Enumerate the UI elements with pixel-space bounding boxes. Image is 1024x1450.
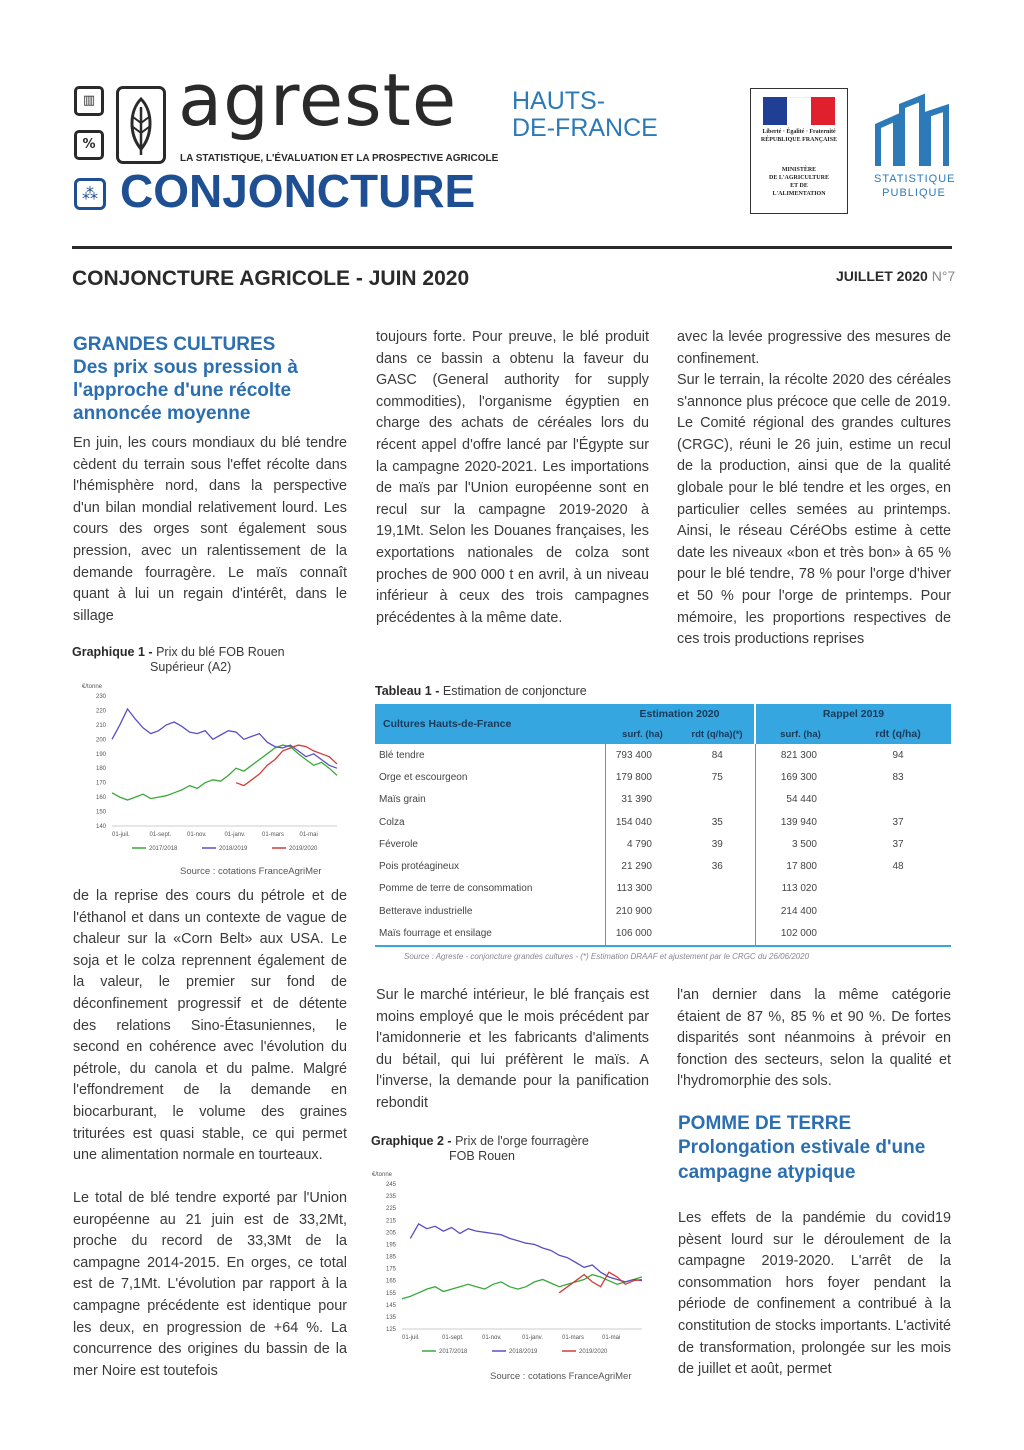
y-unit-label: €/tonne [372, 1172, 393, 1178]
paragraph: l'an dernier dans la même catégorie étaient de 87 %, 85 % et 90 %. De fortes disparités sont néanmoins à prévoir en fonction des secteurs, selon la qualité et l'hydromorphie des sols. [677, 987, 951, 1090]
chart-bar-icon: ▥ [74, 86, 104, 116]
table-cell-value: 154 040 [605, 811, 680, 833]
table-row [375, 789, 951, 811]
paragraph: Le total de blé tendre exporté par l'Union européenne au 21 juin est de 33,2Mt, proche du record de 33,3Mt de la campagne 2014-2015. En orges, ce total est de 7,1Mt. L'évolution par rapport à la campagne précédente est identique pour les deux, en progression de +64 %. La concurrence des origines du bassin de la mer Noire est toutefois [73, 1190, 347, 1379]
legend-label: 2018/2019 [509, 1349, 538, 1355]
table-cell-value: 106 000 [605, 922, 680, 945]
y-tick-label: 155 [385, 1290, 396, 1297]
y-tick-label: 195 [385, 1242, 396, 1249]
y-tick-label: 190 [95, 751, 106, 758]
table-cell-value: 179 800 [605, 766, 680, 788]
section-headline: Prolongation estivale d'une campagne atypique [678, 1137, 926, 1183]
table-row [375, 922, 951, 945]
table-cell-value: 139 940 [755, 811, 845, 833]
table-row [375, 900, 951, 922]
table-cell-value: 75 [711, 771, 723, 783]
region-line-2: DE-FRANCE [512, 114, 658, 142]
graph1-source: Source : cotations FranceAgriMer [180, 866, 322, 877]
table-cell-value: 102 000 [755, 922, 845, 945]
table-label: Tableau 1 - [375, 684, 440, 698]
y-tick-label: 165 [385, 1278, 396, 1285]
table-cell-value: 48 [892, 861, 904, 873]
x-tick-label: 01-janv. [522, 1335, 543, 1341]
date-text: JUILLET 2020 [836, 268, 928, 284]
y-tick-label: 125 [385, 1327, 396, 1333]
table-cell-value [845, 878, 951, 900]
table-title [375, 684, 587, 699]
table-cell-value: 821 300 [755, 744, 845, 766]
stat-logo-line-1: STATISTIQUE [874, 173, 956, 185]
graph2-chart [370, 1164, 655, 1369]
paragraph: toujours forte. Pour preuve, le blé produit dans ce bassin a obtenu la faveur du GASC (General authority for supply commodities), l'organisme égyptien en charge des achats de céréales lors du récent appel d'offre lancé par l'Égypte sur la campagne 2020-2021. Les importations de maïs par l'Union européenne sont en recul sur la campagne 2019-2020 à 19,1Mt. Selon les Douanes françaises, les exportations nationales de colza sont proches de 900 000 t en avril, à un niveau inférieur à ceux des trois campagnes précédentes à la même date. [376, 329, 649, 626]
table-cell-value [845, 789, 951, 811]
table-cell-value: 21 290 [605, 855, 680, 877]
ministry-line: RÉPUBLIQUE FRANÇAISE [760, 137, 838, 143]
x-tick-label: 01-sept. [149, 832, 172, 838]
y-tick-label: 205 [385, 1230, 396, 1237]
stat-logo-text [874, 172, 954, 200]
x-tick-label: 01-juil. [402, 1335, 420, 1341]
graph1-chart [72, 676, 352, 866]
table-cell-crop: Maïs fourrage et ensilage [375, 922, 605, 945]
french-flag-icon [763, 97, 835, 125]
y-tick-label: 150 [95, 809, 106, 816]
ministry-logo [750, 88, 848, 214]
tagline: LA STATISTIQUE, L'ÉVALUATION ET LA PROSPECTIVE AGRICOLE [180, 153, 499, 164]
table-cell-value: 31 390 [605, 789, 680, 811]
table-cell-value [680, 922, 755, 945]
y-tick-label: 185 [385, 1254, 396, 1261]
x-tick-label: 01-janv. [224, 832, 246, 838]
table-cell-value [845, 900, 951, 922]
x-tick-label: 01-mai [299, 832, 318, 838]
section-headline: Des prix sous pression à l'approche d'une récolte annoncée moyenne [73, 357, 298, 424]
table-row [375, 766, 951, 788]
table-subheader: surf. (ha) [605, 724, 680, 744]
x-tick-label: 01-mars [562, 1335, 585, 1341]
graph-title-line: FOB Rouen [449, 1149, 516, 1163]
section-kicker: POMME DE TERRE [678, 1113, 852, 1134]
table-subheader: rdt (q/ha)(*) [680, 724, 755, 744]
y-tick-label: 170 [95, 780, 106, 787]
table-subheader: rdt (q/ha) [845, 724, 951, 744]
ministry-line: L'ALIMENTATION [772, 191, 826, 197]
table-cell-crop: Colza [379, 816, 405, 828]
y-tick-label: 245 [385, 1182, 396, 1188]
region-name [512, 88, 658, 142]
ministry-line: MINISTÈRE [781, 167, 817, 173]
table-cell-value: 84 [711, 749, 723, 761]
stat-logo-line-2: PUBLIQUE [882, 187, 946, 199]
y-tick-label: 215 [385, 1218, 396, 1225]
table-cell-crop: Pomme de terre de consommation [379, 883, 533, 895]
y-tick-label: 135 [385, 1314, 396, 1321]
table-cell-value: 37 [892, 838, 904, 850]
table-cell-crop: Féverole [379, 838, 418, 850]
buildings-icon [874, 92, 950, 168]
leaf-icon [116, 86, 166, 164]
y-tick-label: 140 [95, 824, 106, 830]
table-cell-crop: Pois protéagineux [379, 861, 460, 873]
section-kicker: GRANDES CULTURES [73, 334, 276, 355]
region-line-1: HAUTS- [512, 87, 606, 115]
agreste-logo-mark [74, 86, 174, 166]
series-line-2018-2019 [410, 1224, 642, 1282]
paragraph: En juin, les cours mondiaux du blé tendre cèdent du terrain sous l'effet récolte dans l'hémisphère nord, dans la perspective d'un bilan mondial relativement lourd. Les cours des orges sont également sous pression, avec un ralentissement de la demande fourragère. Le maïs connaît quant à lui un regain d'intérêt, dans le sillage [73, 435, 347, 624]
y-tick-label: 160 [95, 795, 106, 802]
table-row [375, 811, 951, 833]
table-cell-value [680, 900, 755, 922]
paragraph: Sur le terrain, la récolte 2020 des céréales s'annonce plus précoce que celle de 2019. Le Comité régional des grandes cultures (CRGC), réuni le 26 juin, estime un recul de la production, ainsi que de la qualité globale pour le blé tendre et les orges, en particulier celles semées au printemps. Ainsi, le réseau CéréObs estime à cette date les niveaux «bon et très bon» à 65 % pour le blé tendre, 78 % pour l'orge d'hiver et 50 % pour l'orge de printemps. Pour mémoire, les proportions respectives de ces trois productions reprises [677, 372, 951, 648]
table-cell-value: 113 300 [605, 878, 680, 900]
table-cell-crop: Maïs grain [379, 794, 426, 806]
y-tick-label: 225 [385, 1206, 396, 1213]
table-cell-value: 3 500 [755, 833, 845, 855]
table-cell-value: 35 [711, 816, 723, 828]
table-cell-value: 214 400 [755, 900, 845, 922]
ministry-line: Liberté · Égalité · Fraternité [762, 129, 836, 135]
table-cell-value: 113 020 [755, 878, 845, 900]
legend-label: 2017/2018 [439, 1349, 468, 1355]
legend-label: 2017/2018 [149, 846, 178, 852]
table-cell-value: 169 300 [755, 766, 845, 788]
percent-icon: % [74, 130, 104, 160]
table-cell-value: 83 [892, 771, 904, 783]
table-subheader: surf. (ha) [755, 724, 845, 744]
table-cell-value [680, 789, 755, 811]
header-divider [72, 246, 952, 249]
table-title-text: Estimation de conjoncture [442, 684, 587, 698]
table-source: Source : Agreste - conjoncture grandes cultures - (*) Estimation DRAAF et ajustement par le CRGC du 26/06/2020 [404, 952, 810, 961]
legend-label: 2019/2020 [289, 846, 318, 852]
x-tick-label: 01-mai [602, 1335, 621, 1341]
y-tick-label: 230 [95, 694, 106, 700]
table-cell-value [680, 878, 755, 900]
table-header-rappel: Rappel 2019 [755, 704, 951, 724]
graph1-title [72, 645, 352, 675]
table-cell-value: 37 [892, 816, 904, 828]
table-cell-value: 36 [711, 861, 723, 873]
ministry-line: DE L'AGRICULTURE [769, 175, 829, 181]
table-cell-value: 94 [892, 749, 904, 761]
table-cell-value [845, 922, 951, 945]
y-tick-label: 145 [385, 1302, 396, 1309]
table-row [375, 833, 951, 855]
y-tick-label: 220 [95, 708, 106, 715]
legend-label: 2019/2020 [579, 1349, 608, 1355]
y-tick-label: 235 [385, 1194, 396, 1201]
table-cell-crop: Orge et escourgeon [379, 771, 468, 783]
table-row [375, 878, 951, 900]
y-tick-label: 200 [95, 737, 106, 744]
estimation-table [375, 704, 951, 947]
paragraph: de la reprise des cours du pétrole et de l'éthanol et dans un contexte de vague de chaleur sur la «Corn Belt» aux USA. Le soja et le colza reprennent également de la valeur, le premier sur fond de déconfinement progressif et de détente des relations Sino-Étasuniennes, le second en cohérence avec l'évolution du pétrole, du canola et du palme. Malgré l'effondrement de la demande en biocarburant, le volume des graines triturées est quasi stable, ce qui permet une alimentation normale en tourteaux. [73, 888, 347, 1164]
x-tick-label: 01-sept. [442, 1335, 464, 1341]
table-cell-value: 4 790 [605, 833, 680, 855]
page-title: CONJONCTURE AGRICOLE - JUIN 2020 [72, 267, 470, 290]
table-cell-value: 54 440 [755, 789, 845, 811]
x-tick-label: 01-nov. [482, 1335, 502, 1341]
issue-number: N°7 [931, 268, 956, 284]
table-cell-value: 793 400 [605, 744, 680, 766]
table-cell-value: 210 900 [605, 900, 680, 922]
table-row [375, 855, 951, 877]
table-cell-value: 39 [711, 838, 723, 850]
x-tick-label: 01-juil. [112, 832, 130, 838]
series-title: CONJONCTURE [120, 165, 476, 217]
series-line-2017-2018 [112, 745, 337, 800]
x-tick-label: 01-mars [262, 832, 285, 838]
paragraph: Sur le marché intérieur, le blé français est moins employé que le mois précédent par l'amidonnerie et les fabricants d'aliments du bétail, qui lui préfèrent le maïs. A l'inverse, la demande pour la panification rebondit [376, 987, 649, 1111]
y-unit-label: €/tonne [82, 684, 103, 690]
ministry-line: ET DE [790, 183, 808, 189]
graph-title-line: Supérieur (A2) [150, 660, 232, 674]
y-tick-label: 180 [95, 766, 106, 773]
table-cell-crop: Betterave industrielle [379, 905, 473, 917]
issue-date [836, 268, 955, 284]
table-header-estimation: Estimation 2020 [605, 704, 755, 724]
graph2-source: Source : cotations FranceAgriMer [490, 1371, 632, 1382]
network-icon: ⁂ [74, 178, 106, 210]
table-header-crops: Cultures Hauts-de-France [375, 704, 605, 744]
legend-label: 2018/2019 [219, 846, 248, 852]
y-tick-label: 210 [95, 722, 106, 729]
graph-label: Graphique 2 - [371, 1134, 452, 1148]
graph-title-line: Prix du blé FOB Rouen [156, 645, 285, 659]
y-tick-label: 175 [385, 1266, 396, 1273]
table-cell-value: 17 800 [755, 855, 845, 877]
statistique-publique-logo [874, 92, 956, 210]
graph2-title [371, 1134, 651, 1164]
graph-label: Graphique 1 - [72, 645, 153, 659]
series-line-2018-2019 [112, 709, 337, 768]
x-tick-label: 01-nov. [187, 832, 207, 838]
brand-name: agreste [178, 58, 458, 142]
graph-title-line: Prix de l'orge fourragère [455, 1134, 589, 1148]
table-cell-crop: Blé tendre [379, 749, 425, 761]
paragraph: Les effets de la pandémie du covid19 pèsent lourd sur le déroulement de la campagne 2019-2020. L'arrêt de la consommation hors foyer pendant la période de confinement a contribué à la constitution de stocks importants. L'activité de transformation, prolongée sur les mois de juillet et août, permet [678, 1210, 951, 1378]
paragraph: avec la levée progressive des mesures de confinement. [677, 329, 951, 367]
table-row [375, 744, 951, 766]
